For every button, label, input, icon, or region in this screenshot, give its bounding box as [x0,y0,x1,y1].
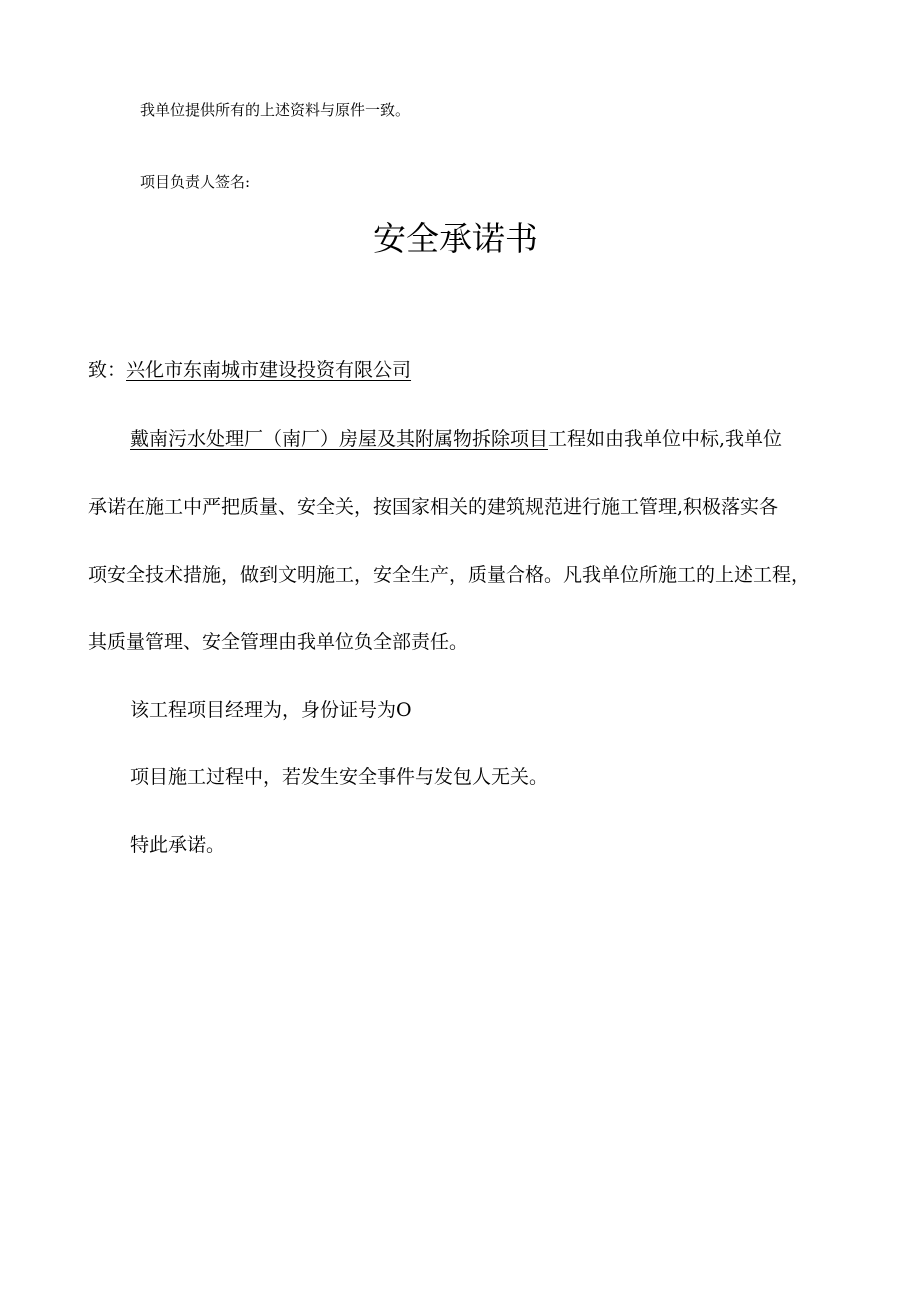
recipient-prefix: 致： [88,359,127,381]
paragraph-line-1 [130,430,782,449]
paragraph-line-1-rest: 工程如由我单位中标,我单位 [548,428,783,450]
paragraph-line-3: 项安全技术措施，做到文明施工，安全生产，质量合格。凡我单位所施工的上述工程， [88,564,811,586]
recipient-line [88,361,411,380]
paragraph-line-2: 承诺在施工中严把质量、安全关，按国家相关的建筑规范进行施工管理,积极落实各 [88,496,779,518]
project-manager-line: 该工程项目经理为，身份证号为O [130,699,412,721]
materials-statement: 我单位提供所有的上述资料与原件一致。 [140,101,411,119]
paragraph-line-4: 其质量管理、安全管理由我单位负全部责任。 [88,631,469,653]
recipient-name: 兴化市东南城市建设投资有限公司 [126,359,412,381]
document-title: 安全承诺书 [373,219,538,258]
project-name: 戴南污水处理厂（南厂）房屋及其附属物拆除项目 [130,428,549,450]
liability-line: 项目施工过程中，若发生安全事件与发包人无关。 [130,766,549,788]
signature-label: 项目负责人签名: [140,173,251,191]
closing-line: 特此承诺。 [130,834,226,856]
